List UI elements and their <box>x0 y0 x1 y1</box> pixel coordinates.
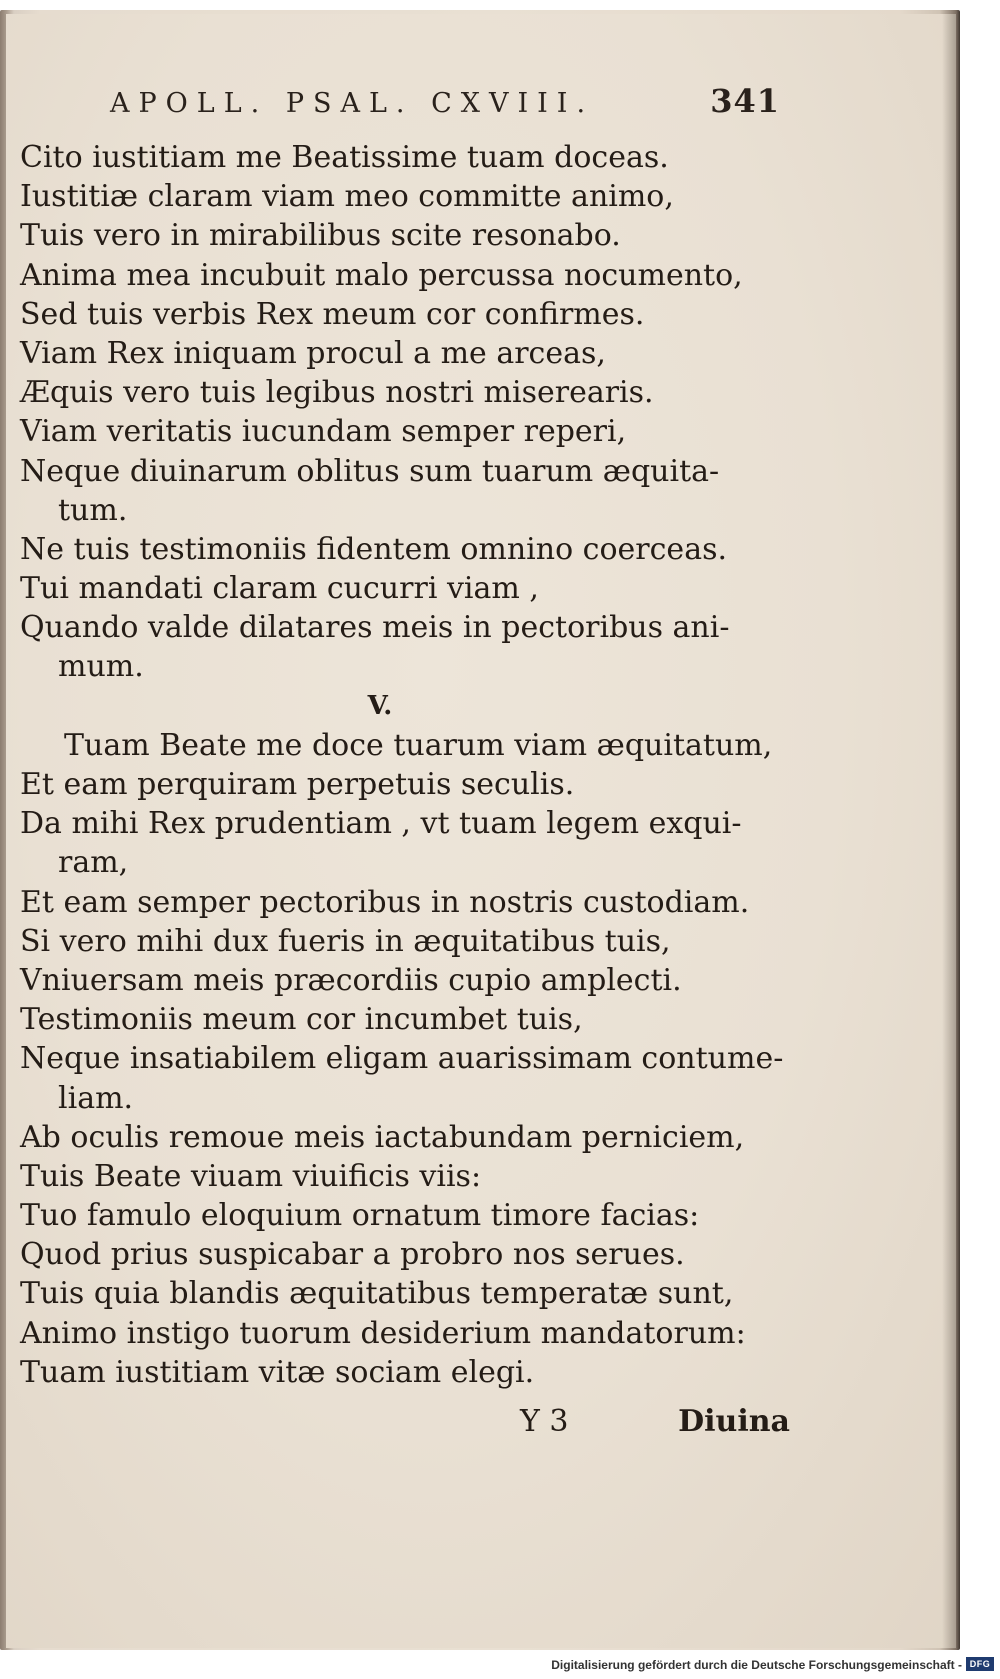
text-line-continuation: liam. <box>58 1080 134 1116</box>
text-line: Neque insatiabilem eligam auarissimam contume- <box>20 1041 784 1077</box>
catchword: Diuina <box>678 1404 790 1439</box>
text-line: Iustitiæ claram viam meo committe animo, <box>20 179 674 215</box>
page-footer <box>520 1404 790 1444</box>
text-line: Animo instigo tuorum desiderium mandatorum: <box>20 1315 746 1351</box>
text-line: Viam Rex iniquam procul a me arceas, <box>20 335 606 371</box>
text-line-continuation: ram, <box>58 845 129 881</box>
text-line-continuation: tum. <box>58 492 128 528</box>
text-line: Cito iustitiam me Beatissime tuam doceas. <box>20 140 669 175</box>
text-line: Æquis vero tuis legibus nostri miserearis. <box>20 375 654 411</box>
text-line: Tuis vero in mirabilibus scite resonabo. <box>20 218 621 254</box>
text-line: Tuo famulo eloquium ornatum timore facias: <box>20 1198 700 1234</box>
text-line: Ab oculis remoue meis iactabundam perniciem, <box>20 1119 745 1155</box>
text-line: Da mihi Rex prudentiam , vt tuam legem exqui- <box>20 806 742 842</box>
text-line: Vniuersam meis præcordiis cupio amplecti. <box>20 962 682 998</box>
text-line: Quod prius suspicabar a probro nos serues. <box>20 1237 685 1273</box>
section-heading: V. <box>367 690 393 721</box>
text-line: Sed tuis verbis Rex meum cor confirmes. <box>20 296 645 332</box>
text-line: Tuam iustitiam vitæ sociam elegi. <box>20 1354 535 1390</box>
credit-text: Digitalisierung gefördert durch die Deutsche Forschungsgemeinschaft - <box>551 1658 962 1672</box>
text-line: Tuis Beate viuam viuificis viis: <box>20 1158 482 1194</box>
text-line: Si vero mihi dux fueris in æquitatibus tuis, <box>20 923 671 959</box>
text-line: Tuam Beate me doce tuarum viam æquitatum, <box>64 727 773 763</box>
running-head: APOLL. PSAL. CXVIII. <box>110 88 595 119</box>
text-line-continuation: mum. <box>58 649 144 685</box>
text-line: Testimoniis meum cor incumbet tuis, <box>20 1002 583 1038</box>
page-header <box>100 82 780 122</box>
text-line: Quando valde dilatares meis in pectoribus ani- <box>20 610 730 646</box>
text-line: Viam veritatis iucundam semper reperi, <box>20 414 627 450</box>
text-line: Tuis quia blandis æquitatibus temperatæ sunt, <box>20 1276 734 1312</box>
digitization-credit-bar <box>0 1650 1000 1679</box>
page-number: 341 <box>710 82 780 120</box>
text-line: Anima mea incubuit malo percussa nocumento, <box>20 257 743 293</box>
text-line: Et eam perquiram perpetuis seculis. <box>20 767 575 802</box>
text-line: Ne tuis testimoniis fidentem omnino coerceas. <box>20 531 728 567</box>
signature-mark: Y 3 <box>520 1404 569 1439</box>
gutter-shadow <box>942 14 956 1648</box>
text-line: Neque diuinarum oblitus sum tuarum æquita- <box>20 453 720 489</box>
text-line: Et eam semper pectoribus in nostris custodiam. <box>20 884 750 920</box>
psalm-text <box>20 138 784 1392</box>
dfg-logo: DFG <box>966 1657 994 1671</box>
text-line: Tui mandati claram cucurri viam , <box>20 571 539 607</box>
